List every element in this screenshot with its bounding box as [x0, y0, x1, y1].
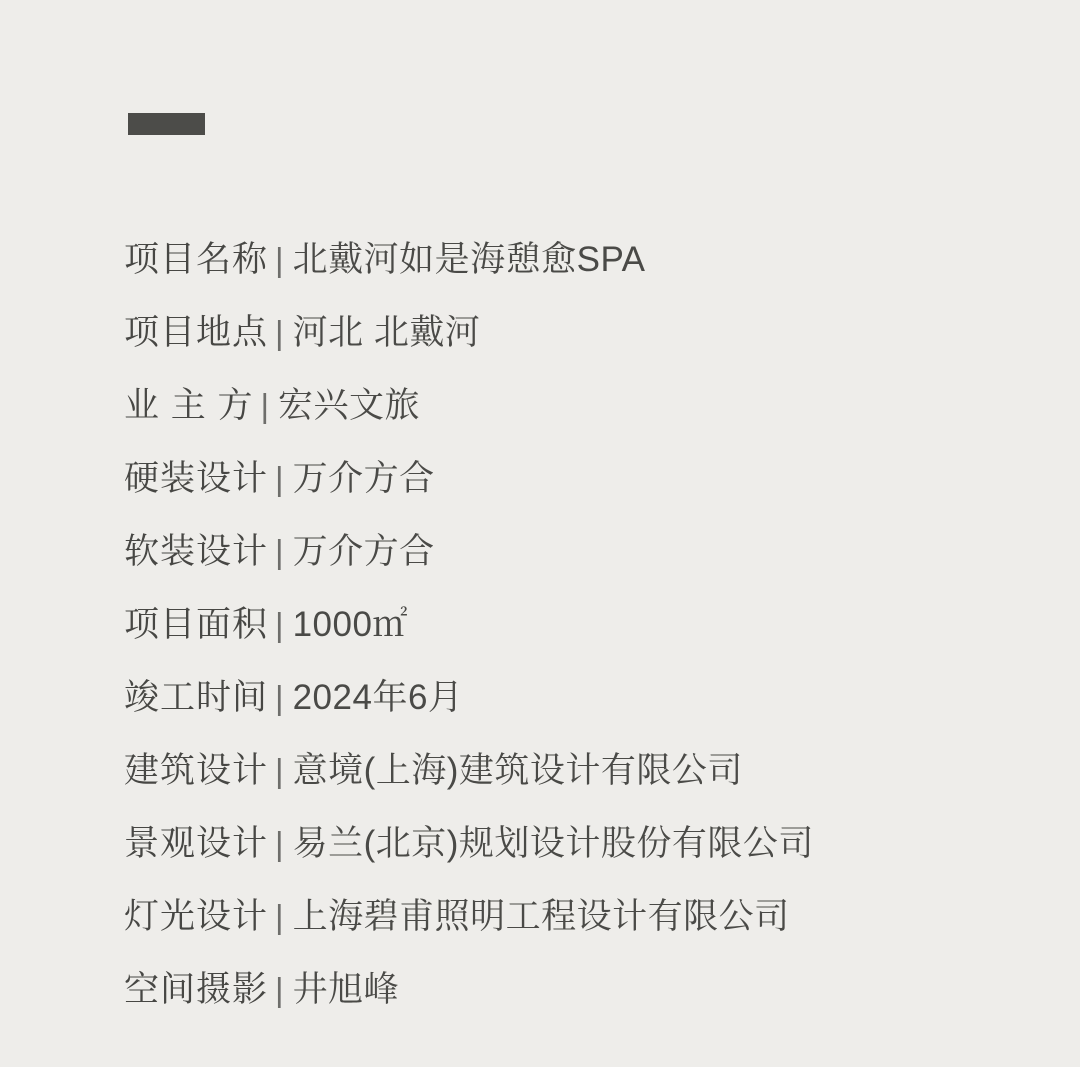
info-label: 软装设计 — [124, 532, 269, 571]
info-label: 项目地点 — [124, 313, 269, 352]
info-label: 灯光设计 — [124, 897, 269, 936]
list-item — [124, 378, 1024, 451]
list-item — [124, 670, 1024, 743]
list-item — [124, 232, 1024, 305]
info-divider: | — [260, 387, 270, 424]
info-divider: | — [275, 679, 284, 716]
info-divider: | — [275, 314, 284, 351]
info-label: 建筑设计 — [124, 751, 269, 790]
info-label: 项目面积 — [124, 605, 269, 644]
info-value: 易兰(北京)规划设计股份有限公司 — [292, 824, 814, 863]
list-item — [124, 889, 1024, 962]
info-value: 2024年6月 — [292, 678, 464, 717]
title-rule — [128, 113, 205, 135]
info-label: 项目名称 — [124, 240, 269, 279]
info-divider: | — [275, 606, 284, 643]
list-item — [124, 305, 1024, 378]
info-value: 上海碧甫照明工程设计有限公司 — [292, 897, 790, 936]
info-divider: | — [275, 533, 284, 570]
info-value: 井旭峰 — [292, 970, 400, 1009]
info-divider: | — [275, 971, 284, 1008]
list-item — [124, 962, 1024, 1035]
list-item — [124, 597, 1024, 670]
list-item — [124, 743, 1024, 816]
project-info-list — [124, 232, 1024, 1035]
info-value: 宏兴文旅 — [278, 386, 421, 425]
info-divider: | — [275, 752, 284, 789]
info-value: 万介方合 — [292, 532, 435, 571]
info-divider: | — [275, 898, 284, 935]
info-value: 河北 北戴河 — [292, 313, 481, 352]
info-value: 万介方合 — [292, 459, 435, 498]
list-item — [124, 816, 1024, 889]
info-label: 硬装设计 — [124, 459, 269, 498]
info-label: 竣工时间 — [124, 678, 269, 717]
info-label: 业 主 方 — [124, 386, 254, 425]
info-label: 景观设计 — [124, 824, 269, 863]
info-label: 空间摄影 — [124, 970, 269, 1009]
list-item — [124, 451, 1024, 524]
info-divider: | — [275, 241, 284, 278]
list-item — [124, 524, 1024, 597]
info-value: 意境(上海)建筑设计有限公司 — [292, 751, 743, 790]
info-value: 1000㎡ — [292, 605, 408, 644]
info-divider: | — [275, 460, 284, 497]
info-value: 北戴河如是海憩愈SPA — [292, 240, 646, 279]
info-divider: | — [275, 825, 284, 862]
